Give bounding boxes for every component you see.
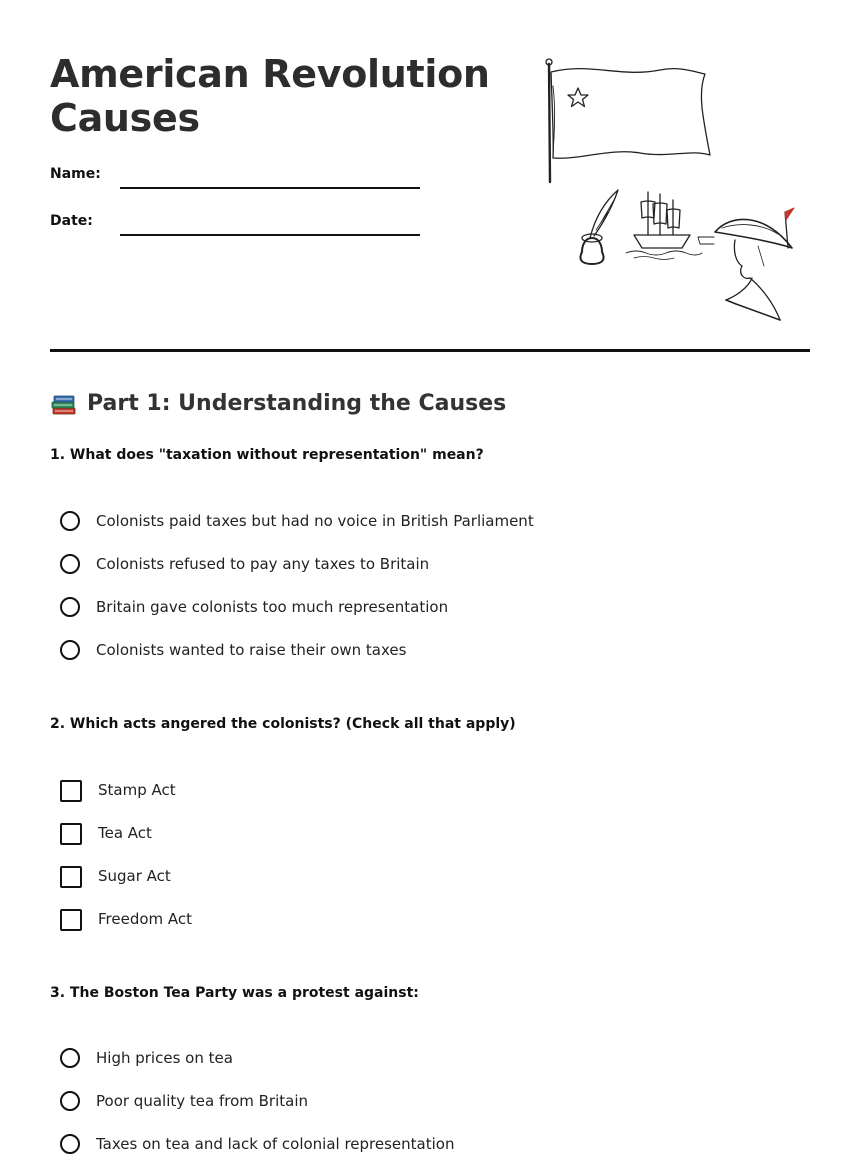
name-input-line[interactable] <box>120 187 420 189</box>
option-label: Britain gave colonists too much representation <box>96 598 449 616</box>
option-label: Colonists wanted to raise their own taxes <box>96 641 407 659</box>
option-radio[interactable] <box>60 1132 454 1175</box>
option-label: Colonists paid taxes but had no voice in British Parliament <box>96 512 534 530</box>
name-label: Name: <box>50 166 101 182</box>
date-field[interactable] <box>50 209 420 239</box>
name-field[interactable] <box>50 162 420 192</box>
option-checkbox[interactable] <box>60 907 192 950</box>
checkbox[interactable] <box>60 866 82 888</box>
radio-button[interactable] <box>60 640 80 660</box>
radio-button[interactable] <box>60 1091 80 1111</box>
option-label: Sugar Act <box>98 867 171 885</box>
header-divider <box>50 349 810 352</box>
option-label: Poor quality tea from Britain <box>96 1092 308 1110</box>
option-checkbox[interactable] <box>60 821 192 864</box>
date-input-line[interactable] <box>120 234 420 236</box>
radio-button[interactable] <box>60 1134 80 1154</box>
question-2-options <box>60 778 192 950</box>
question-2: 2. Which acts angered the colonists? (Check all that apply) <box>50 716 516 732</box>
radio-button[interactable] <box>60 1048 80 1068</box>
radio-button[interactable] <box>60 511 80 531</box>
books-icon <box>50 391 78 417</box>
radio-button[interactable] <box>60 554 80 574</box>
option-radio[interactable] <box>60 1046 454 1089</box>
radio-button[interactable] <box>60 597 80 617</box>
section-title <box>50 390 506 418</box>
option-radio[interactable] <box>60 509 534 552</box>
option-checkbox[interactable] <box>60 778 192 821</box>
soldier-in-tricorn-hat-icon <box>698 208 794 320</box>
quill-and-inkwell-icon <box>580 190 618 264</box>
revolution-illustration <box>530 52 810 332</box>
option-label: Tea Act <box>98 824 152 842</box>
question-3-options <box>60 1046 454 1175</box>
page-title: American Revolution Causes <box>50 52 490 140</box>
question-1: 1. What does "taxation without representation" mean? <box>50 447 484 463</box>
option-label: High prices on tea <box>96 1049 233 1067</box>
checkbox[interactable] <box>60 780 82 802</box>
option-label: Taxes on tea and lack of colonial representation <box>96 1135 455 1153</box>
option-label: Colonists refused to pay any taxes to Britain <box>96 555 430 573</box>
checkbox[interactable] <box>60 823 82 845</box>
sailing-ship-icon <box>626 192 702 260</box>
section-title-text: Part 1: Understanding the Causes <box>87 391 507 416</box>
option-radio[interactable] <box>60 595 534 638</box>
flag-with-star-icon <box>546 59 710 182</box>
question-3: 3. The Boston Tea Party was a protest against: <box>50 985 419 1001</box>
option-radio[interactable] <box>60 1089 454 1132</box>
question-1-options <box>60 509 534 681</box>
option-label: Stamp Act <box>98 781 176 799</box>
option-checkbox[interactable] <box>60 864 192 907</box>
option-radio[interactable] <box>60 552 534 595</box>
option-label: Freedom Act <box>98 910 193 928</box>
checkbox[interactable] <box>60 909 82 931</box>
option-radio[interactable] <box>60 638 534 681</box>
date-label: Date: <box>50 213 93 229</box>
